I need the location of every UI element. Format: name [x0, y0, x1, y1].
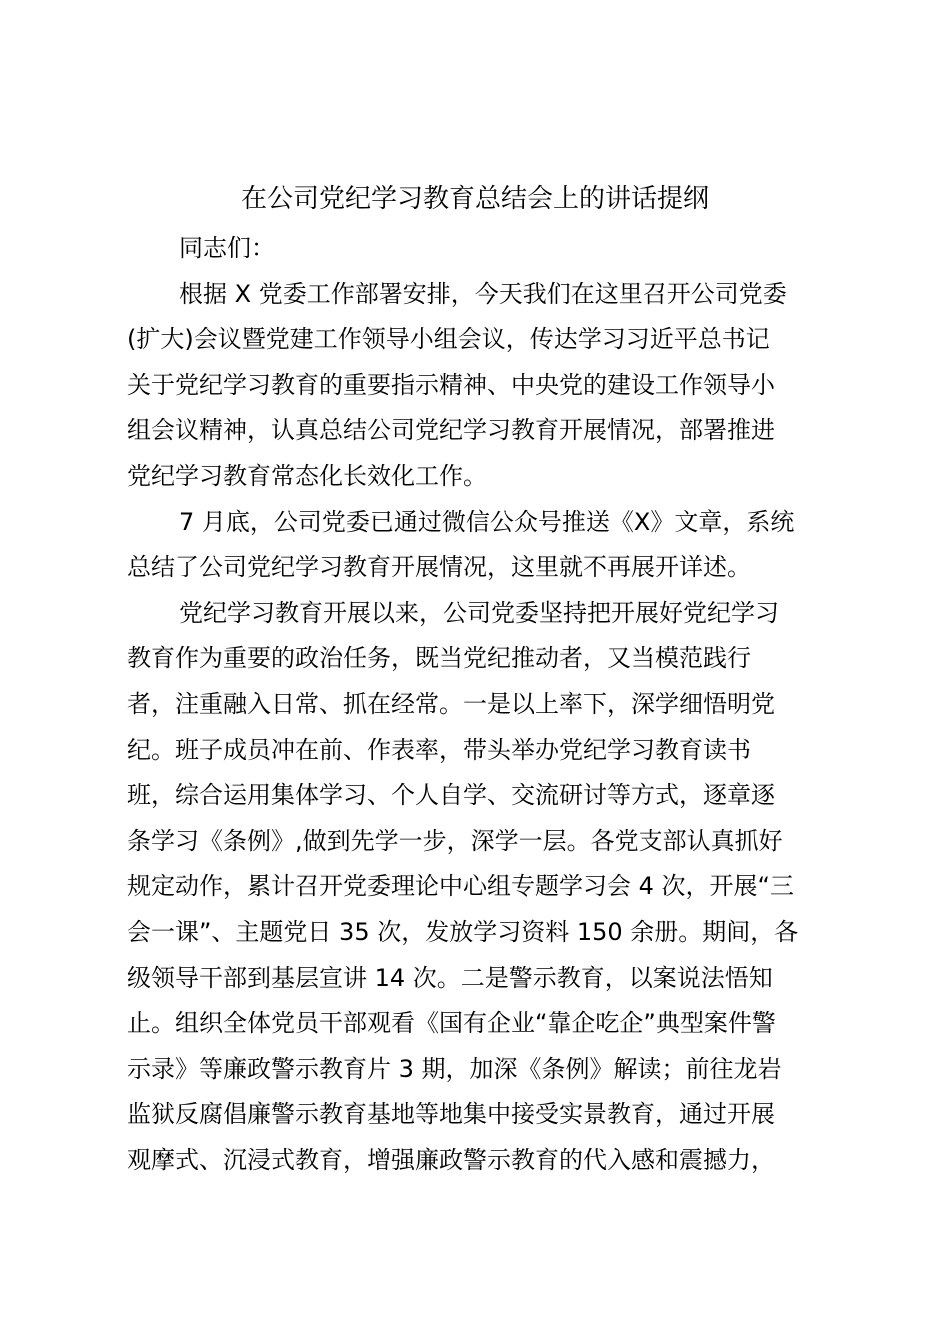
paragraph-line: 7 月底，公司党委已通过微信公众号推送《X》文章，系统 — [179, 507, 795, 536]
paragraph-line: 者，注重融入日常、抓在经常。一是以上率下，深学细悟明党 — [127, 689, 775, 718]
paragraph-line: 根据 X 党委工作部署安排，今天我们在这里召开公司党委 — [179, 279, 787, 308]
paragraph-line: 教育作为重要的政治任务，既当党纪推动者，又当模范践行 — [127, 644, 751, 673]
salutation: 同志们： — [179, 234, 275, 262]
paragraph-line: 示录》等廉政警示教育片 3 期，加深《条例》解读；前往龙岩 — [127, 1054, 782, 1083]
paragraph-line: 党纪学习教育开展以来，公司党委坚持把开展好党纪学习 — [179, 598, 779, 627]
paragraph-line: 总结了公司党纪学习教育开展情况，这里就不再展开详述。 — [127, 553, 751, 582]
paragraph-line: 党纪学习教育常态化长效化工作。 — [127, 461, 487, 490]
document-body — [127, 226, 837, 1183]
paragraph-line: 监狱反腐倡廉警示教育基地等地集中接受实景教育，通过开展 — [127, 1100, 775, 1129]
paragraph-line: 会一课”、主题党日 35 次，发放学习资料 150 余册。期间，各 — [127, 917, 799, 946]
paragraph-line: 观摩式、沉浸式教育，增强廉政警示教育的代入感和震撼力， — [127, 1145, 775, 1174]
paragraph-line: (扩大)会议暨党建工作领导小组会议，传达学习习近平总书记 — [127, 325, 770, 354]
paragraph-line: 止。组织全体党员干部观看《国有企业“靠企吃企”典型案件警 — [127, 1009, 776, 1038]
document-title: 在公司党纪学习教育总结会上的讲话提纲 — [240, 184, 709, 214]
paragraph-line: 条学习《条例》,做到先学一步，深学一层。各党支部认真抓好 — [127, 826, 783, 855]
paragraph-line: 关于党纪学习教育的重要指示精神、中央党的建设工作领导小 — [127, 370, 775, 399]
paragraph-line: 级领导干部到基层宣讲 14 次。二是警示教育，以案说法悟知 — [127, 963, 773, 992]
paragraph-line: 规定动作，累计召开党委理论中心组专题学习会 4 次，开展“三 — [127, 872, 794, 901]
paragraph-line: 组会议精神，认真总结公司党纪学习教育开展情况，部署推进 — [127, 416, 775, 445]
paragraph-line: 班，综合运用集体学习、个人自学、交流研讨等方式，逐章逐 — [127, 781, 775, 810]
paragraph-line: 纪。班子成员冲在前、作表率，带头举办党纪学习教育读书 — [127, 735, 751, 764]
